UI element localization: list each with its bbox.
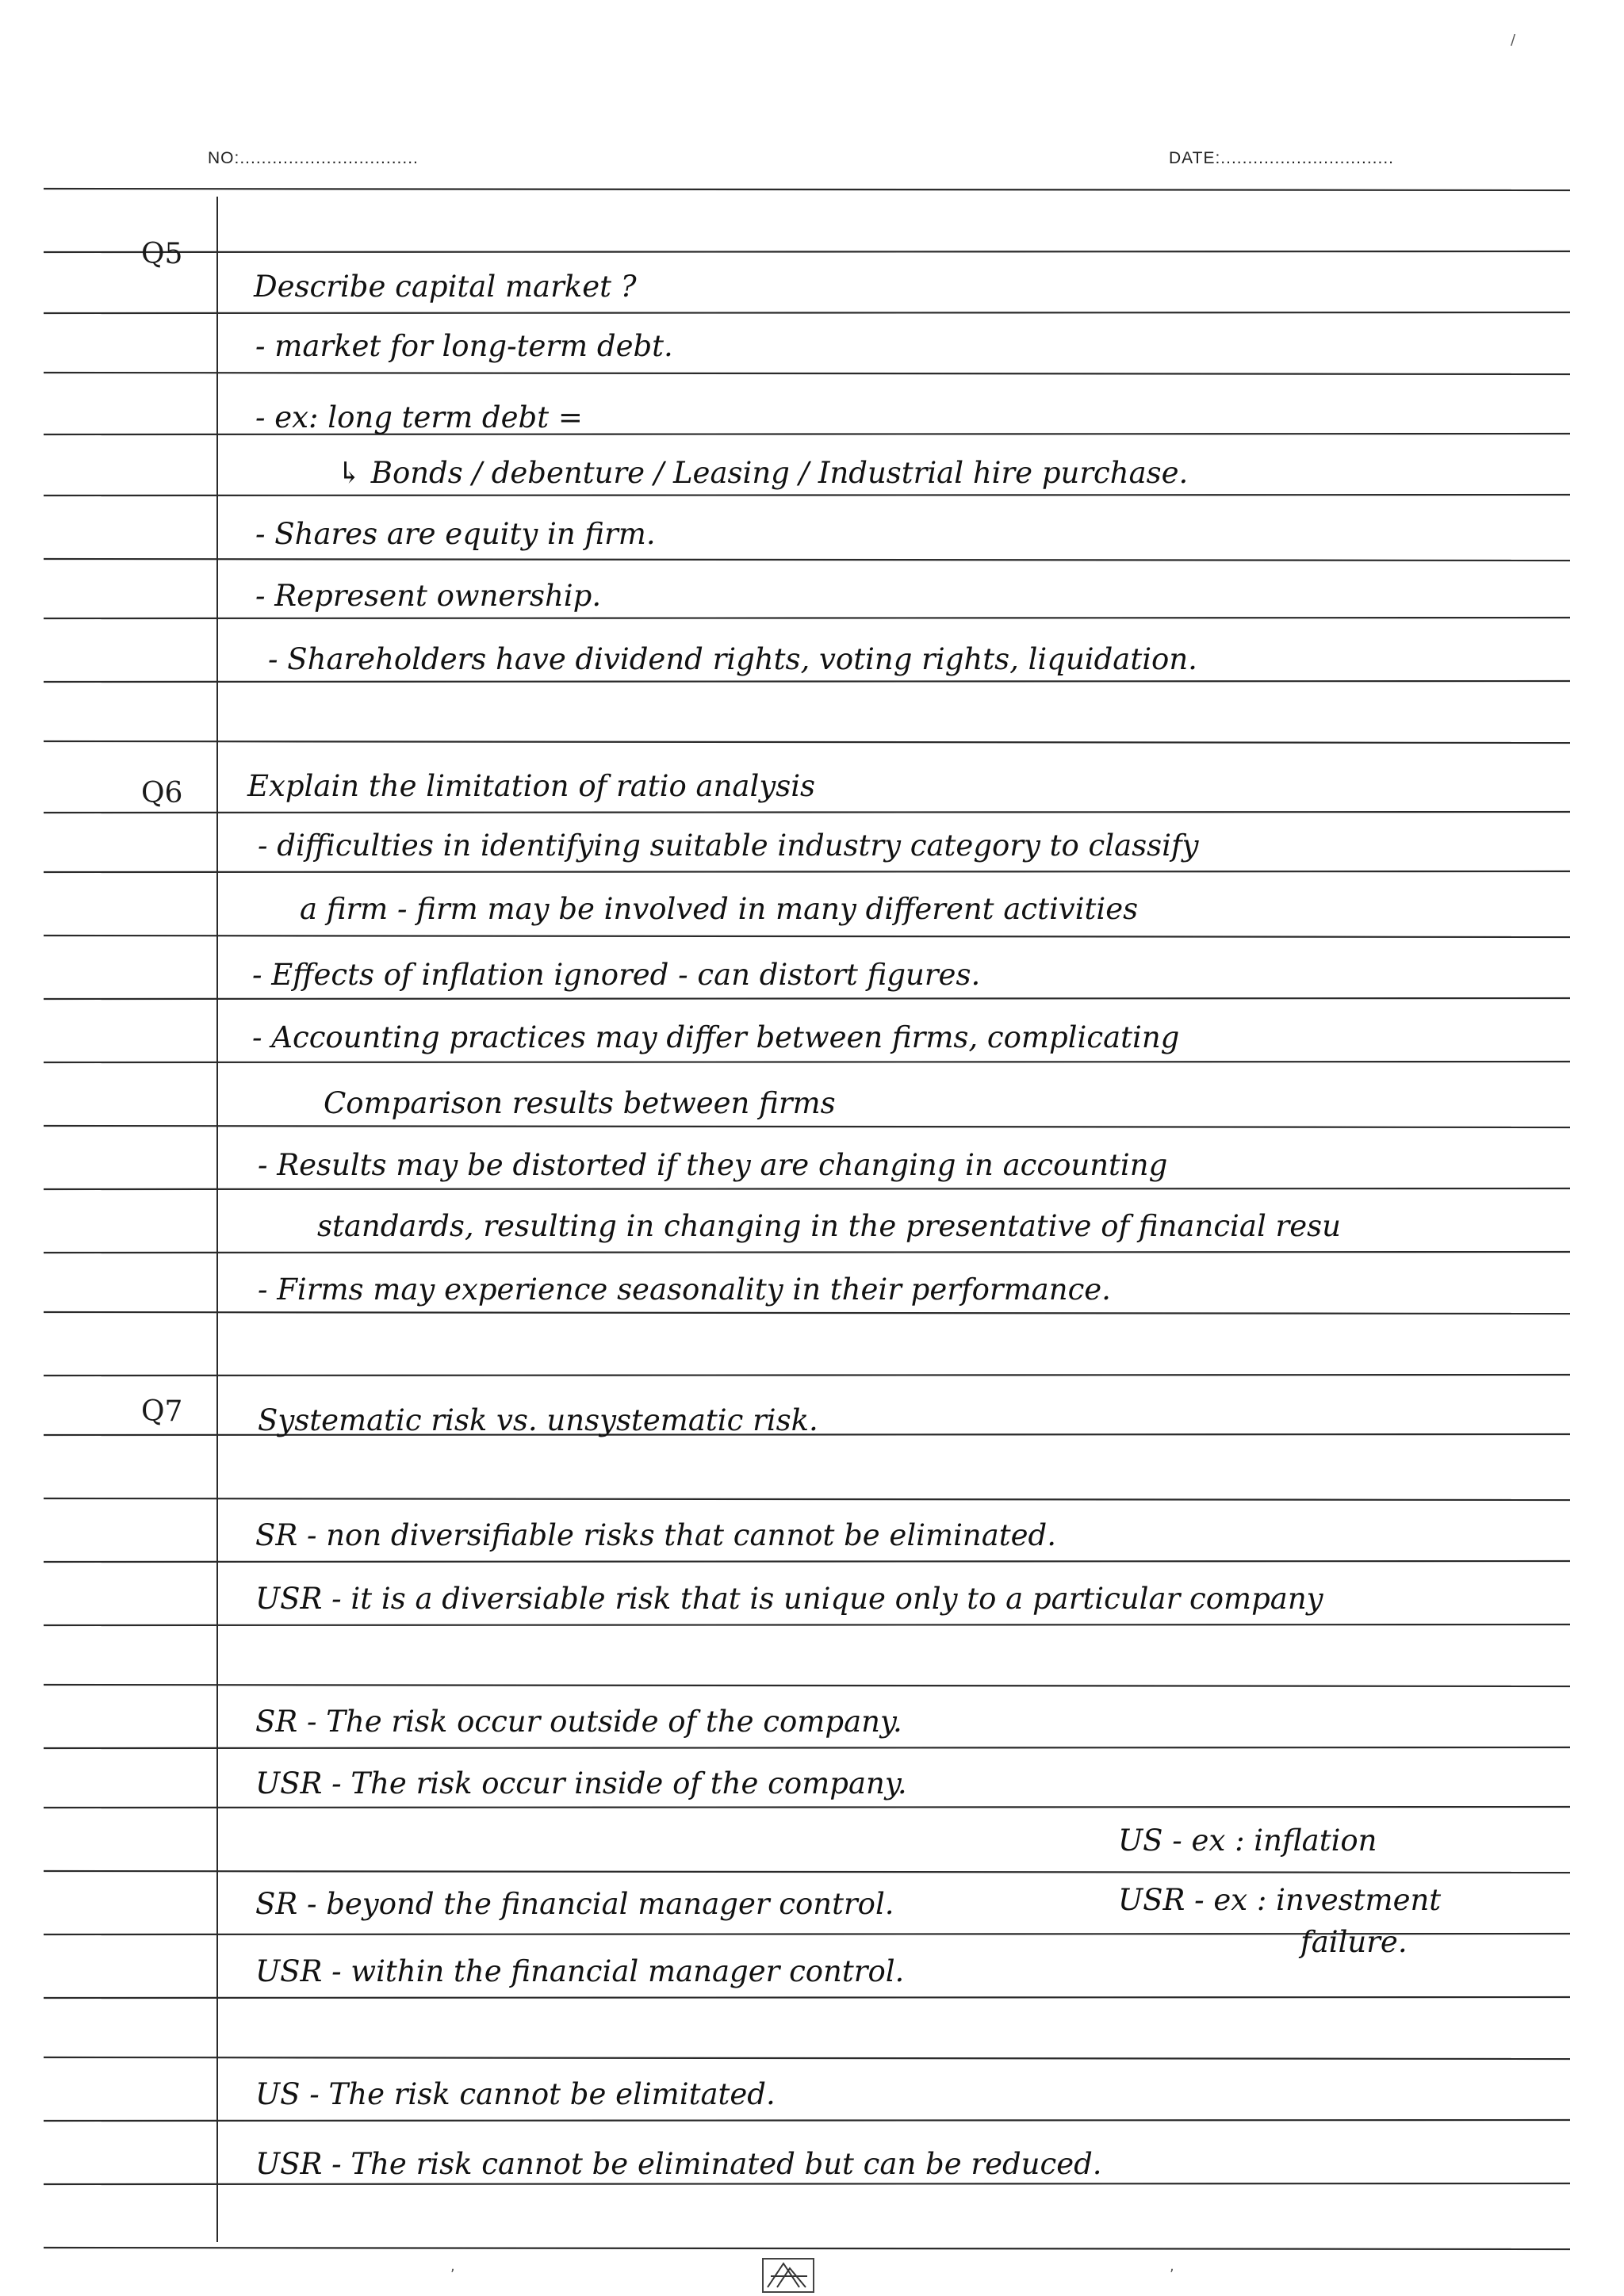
q6-line: - Effects of inflation ignored - can distort figures.	[252, 958, 981, 992]
q5-line: - market for long-term debt.	[255, 329, 673, 363]
question-number-q6: Q6	[141, 777, 183, 809]
question-number-q5: Q5	[141, 238, 183, 270]
q6-line: - Results may be distorted if they are changing in accounting	[258, 1148, 1168, 1182]
ruled-line	[44, 936, 1570, 937]
q6-title: Explain the limitation of ratio analysis	[247, 769, 816, 803]
ruled-line	[44, 373, 1570, 374]
ruled-line	[44, 251, 1570, 252]
q7-line: SR - The risk occur outside of the company.	[255, 1705, 902, 1739]
margin-line	[216, 197, 218, 2242]
ruled-line	[44, 2248, 1570, 2249]
q7-line: USR - The risk cannot be eliminated but can be reduced.	[255, 2147, 1102, 2181]
ruled-line	[44, 1375, 1570, 1376]
ruled-line	[44, 1871, 1570, 1873]
ruled-line	[44, 1312, 1570, 1314]
q7-line: USR - it is a diversiable risk that is unique only to a particular company	[255, 1582, 1323, 1616]
ruled-line	[44, 1188, 1570, 1189]
q7-title: Systematic risk vs. unsystematic risk.	[258, 1403, 818, 1437]
q5-line: - ex: long term debt =	[255, 400, 583, 434]
q7-margin-note: US - ex : inflation	[1118, 1823, 1377, 1858]
q6-line: a firm - firm may be involved in many different activities	[300, 892, 1139, 926]
page-number-label: NO:.................................	[208, 149, 419, 167]
ruled-line	[44, 559, 1570, 561]
ruled-line	[44, 2057, 1570, 2059]
ruled-line	[44, 1997, 1570, 1998]
ruled-line	[44, 1126, 1570, 1127]
ruled-line	[44, 1252, 1570, 1253]
ruled-line	[44, 1561, 1570, 1562]
q6-line: standards, resulting in changing in the presentative of financial resu	[317, 1209, 1341, 1243]
q7-line: USR - within the financial manager control.	[255, 1954, 905, 1988]
ruled-line	[44, 1685, 1570, 1686]
scan-speck: ,	[1170, 2258, 1174, 2275]
scan-speck: /	[1511, 32, 1516, 48]
q5-line: - Shareholders have dividend rights, voting rights, liquidation.	[268, 642, 1197, 676]
publisher-logo-icon	[760, 2256, 817, 2295]
ruled-line	[44, 2183, 1570, 2184]
q7-margin-note: USR - ex : investment	[1118, 1883, 1442, 1917]
ruled-line	[44, 1624, 1570, 1625]
date-label: DATE:................................	[1169, 149, 1394, 167]
ruled-line	[44, 1498, 1570, 1500]
ruled-line	[44, 741, 1570, 743]
ruled-line	[44, 2120, 1570, 2121]
ruled-line	[44, 1807, 1570, 1808]
ruled-line	[44, 998, 1570, 999]
ruled-line	[44, 495, 1570, 496]
q7-line: SR - non diversifiable risks that cannot be eliminated.	[255, 1518, 1057, 1552]
q7-line: SR - beyond the financial manager control.	[255, 1887, 894, 1921]
ruled-line	[44, 312, 1570, 313]
ruled-line	[44, 189, 1570, 190]
q5-line: - Represent ownership.	[255, 579, 602, 613]
ruled-line	[44, 812, 1570, 813]
ruled-line	[44, 681, 1570, 682]
q6-line: - Accounting practices may differ between firms, complicating	[252, 1020, 1180, 1054]
ruled-line	[44, 1747, 1570, 1748]
q7-line: USR - The risk occur inside of the company.	[255, 1766, 907, 1800]
q5-title: Describe capital market ?	[254, 270, 637, 304]
scan-speck: ,	[450, 2258, 455, 2275]
ruled-line	[44, 871, 1570, 872]
q5-line: - Shares are equity in firm.	[255, 517, 656, 551]
q6-line: - Firms may experience seasonality in their performance.	[258, 1272, 1111, 1307]
q6-line: - difficulties in identifying suitable industry category to classify	[258, 828, 1199, 863]
q7-margin-note: failure.	[1300, 1925, 1408, 1959]
q5-line: ↳ Bonds / debenture / Leasing / Industrial hire purchase.	[337, 456, 1189, 490]
q6-line: Comparison results between firms	[324, 1086, 836, 1120]
q7-line: US - The risk cannot be elimitated.	[255, 2077, 776, 2111]
question-number-q7: Q7	[141, 1395, 183, 1428]
